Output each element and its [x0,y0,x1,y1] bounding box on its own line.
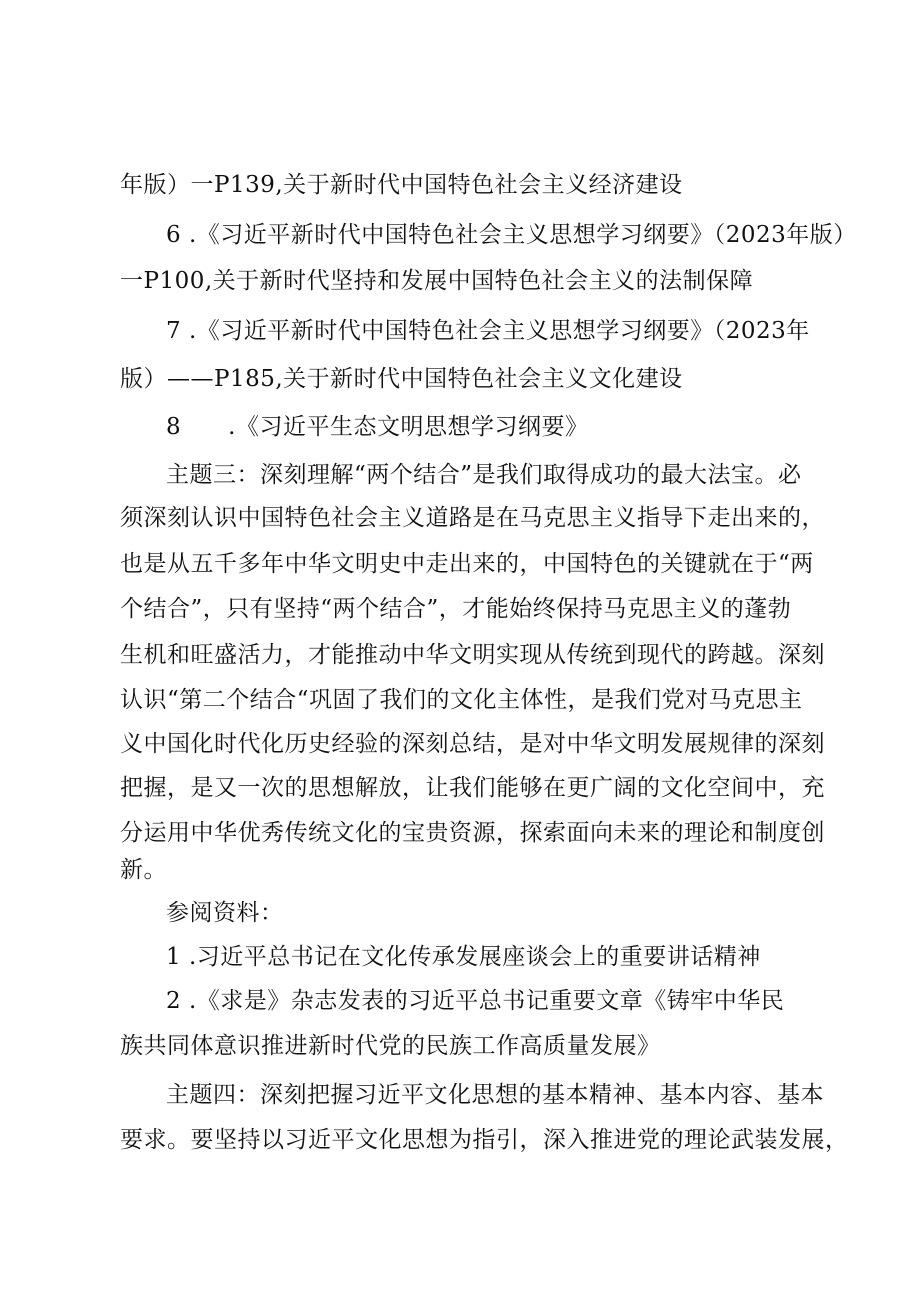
text-line: 版）——P185,关于新时代中国特色社会主义文化建设 [120,366,683,392]
reference-item-1: 1 .习近平总书记在文化传承发展座谈会上的重要讲话精神 [166,944,761,970]
paragraph-line: 须深刻认识中国特色社会主义道路是在马克思主义指导下走出来的， [120,505,825,531]
theme-three-heading: 主题三：深刻理解“两个结合”是我们取得成功的最大法宝。必 [166,462,802,488]
paragraph-line: 要求。要坚持以习近平文化思想为指引，深入推进党的理论武装发展， [120,1127,849,1153]
text-line: 族共同体意识推进新时代党的民族工作高质量发展》 [120,1033,661,1059]
paragraph-line: 认识“第二个结合“巩固了我们的文化主体性，是我们党对马克思主 [120,687,803,713]
list-item-8: 8 .《习近平生态文明思想学习纲要》 [166,414,589,440]
theme-four-heading: 主题四：深刻把握习近平文化思想的基本精神、基本内容、基本 [166,1082,824,1108]
reference-item-2: 2 .《求是》杂志发表的习近平总书记重要文章《铸牢中华民 [166,988,785,1014]
paragraph-line: 生机和旺盛活力，才能推动中华文明实现从传统到现代的跨越。深刻 [120,642,825,668]
text-line: 一P100,关于新时代坚持和发展中国特色社会主义的法制保障 [120,268,754,294]
paragraph-line: 把握，是又一次的思想解放，让我们能够在更广阔的文化空间中，充 [120,775,825,801]
paragraph-line: 个结合”，只有坚持“两个结合”，才能始终保持马克思主义的蓬勃 [120,596,792,622]
text-line: 年版）一P139,关于新时代中国特色社会主义经济建设 [120,172,683,198]
list-item-7: 7 .《习近平新时代中国特色社会主义思想学习纲要》（2023年 [166,318,810,344]
paragraph-line: 新。 [120,857,167,883]
paragraph-line: 分运用中华优秀传统文化的宝贵资源，探索面向未来的理论和制度创 [120,820,825,846]
paragraph-line: 义中国化时代化历史经验的深刻总结，是对中华文明发展规律的深刻 [120,731,825,757]
list-item-6: 6 .《习近平新时代中国特色社会主义思想学习纲要》（2023年版） [166,222,857,248]
paragraph-line: 也是从五千多年中华文明史中走出来的，中国特色的关键就在于“两 [120,551,814,577]
reference-heading: 参阅资料： [166,900,284,926]
